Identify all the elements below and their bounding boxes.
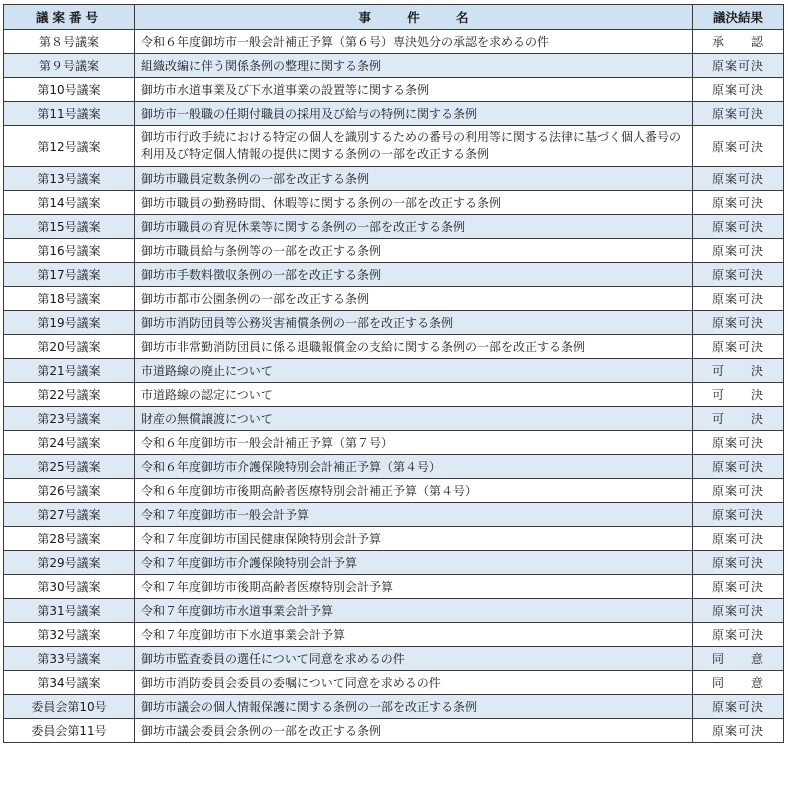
case-name-cell: 御坊市非常勤消防団員に係る退職報償金の支給に関する条例の一部を改正する条例 xyxy=(135,335,693,359)
header-bill-number: 議案番号 xyxy=(4,5,135,30)
case-name-cell: 令和６年度御坊市介護保険特別会計補正予算（第４号） xyxy=(135,455,693,479)
case-name-cell: 令和７年度御坊市国民健康保険特別会計予算 xyxy=(135,527,693,551)
table-row xyxy=(4,383,784,407)
resolution-cell: 原案可決 xyxy=(693,623,784,647)
resolution-cell: 原案可決 xyxy=(693,503,784,527)
bill-number-cell: 第24号議案 xyxy=(4,431,135,455)
table-row xyxy=(4,78,784,102)
resolution-label: 同 意 xyxy=(712,652,764,666)
resolution-cell xyxy=(693,647,784,671)
table-row xyxy=(4,239,784,263)
bill-number-cell: 第33号議案 xyxy=(4,647,135,671)
case-name-cell: 令和７年度御坊市介護保険特別会計予算 xyxy=(135,551,693,575)
bill-number-cell: 第８号議案 xyxy=(4,30,135,54)
bill-number-cell: 第29号議案 xyxy=(4,551,135,575)
bill-number-cell: 第34号議案 xyxy=(4,671,135,695)
case-name-cell: 御坊市行政手続における特定の個人を識別するための番号の利用等に関する法律に基づく個人番号の利用及び特定個人情報の提供に関する条例の一部を改正する条例 xyxy=(135,126,693,167)
resolution-cell xyxy=(693,359,784,383)
resolution-cell: 原案可決 xyxy=(693,191,784,215)
resolution-label: 可 決 xyxy=(712,364,764,378)
table-row xyxy=(4,527,784,551)
case-name-cell: 市道路線の廃止について xyxy=(135,359,693,383)
bill-number-cell: 第22号議案 xyxy=(4,383,135,407)
resolution-cell: 原案可決 xyxy=(693,455,784,479)
case-name-cell: 令和７年度御坊市水道事業会計予算 xyxy=(135,599,693,623)
table-row xyxy=(4,623,784,647)
case-name-cell: 御坊市手数料徴収条例の一部を改正する条例 xyxy=(135,263,693,287)
table-row xyxy=(4,575,784,599)
table-row xyxy=(4,695,784,719)
bills-table xyxy=(3,4,784,743)
resolution-cell: 原案可決 xyxy=(693,167,784,191)
bill-number-cell: 第27号議案 xyxy=(4,503,135,527)
bill-number-cell: 第25号議案 xyxy=(4,455,135,479)
case-name-cell: 令和７年度御坊市後期高齢者医療特別会計予算 xyxy=(135,575,693,599)
bill-number-cell: 委員会第11号 xyxy=(4,719,135,743)
resolution-cell: 原案可決 xyxy=(693,215,784,239)
resolution-cell: 原案可決 xyxy=(693,126,784,167)
table-row xyxy=(4,455,784,479)
table-row xyxy=(4,407,784,431)
bill-number-cell: 第18号議案 xyxy=(4,287,135,311)
bill-number-cell: 第20号議案 xyxy=(4,335,135,359)
resolution-cell: 原案可決 xyxy=(693,78,784,102)
case-name-cell: 御坊市都市公園条例の一部を改正する条例 xyxy=(135,287,693,311)
case-name-cell: 令和７年度御坊市一般会計予算 xyxy=(135,503,693,527)
table-row xyxy=(4,503,784,527)
resolution-cell: 原案可決 xyxy=(693,719,784,743)
table-row xyxy=(4,671,784,695)
header-row xyxy=(4,5,784,30)
case-name-cell: 御坊市一般職の任期付職員の採用及び給与の特例に関する条例 xyxy=(135,102,693,126)
resolution-cell: 原案可決 xyxy=(693,287,784,311)
table-row xyxy=(4,479,784,503)
table-row xyxy=(4,287,784,311)
table-row xyxy=(4,102,784,126)
table-row xyxy=(4,551,784,575)
resolution-cell: 原案可決 xyxy=(693,263,784,287)
bill-number-cell: 第９号議案 xyxy=(4,54,135,78)
bill-number-cell: 第11号議案 xyxy=(4,102,135,126)
case-name-cell: 御坊市水道事業及び下水道事業の設置等に関する条例 xyxy=(135,78,693,102)
resolution-cell xyxy=(693,671,784,695)
table-row xyxy=(4,335,784,359)
table-row xyxy=(4,167,784,191)
case-name-cell: 御坊市職員給与条例等の一部を改正する条例 xyxy=(135,239,693,263)
resolution-label: 可 決 xyxy=(712,412,764,426)
case-name-cell: 令和６年度御坊市一般会計補正予算（第７号） xyxy=(135,431,693,455)
case-name-cell: 財産の無償譲渡について xyxy=(135,407,693,431)
resolution-cell: 原案可決 xyxy=(693,54,784,78)
resolution-cell xyxy=(693,30,784,54)
bill-number-cell: 第23号議案 xyxy=(4,407,135,431)
resolution-cell: 原案可決 xyxy=(693,527,784,551)
case-name-cell: 令和６年度御坊市後期高齢者医療特別会計補正予算（第４号） xyxy=(135,479,693,503)
table-row xyxy=(4,263,784,287)
bill-number-cell: 第32号議案 xyxy=(4,623,135,647)
table-row xyxy=(4,599,784,623)
table-body xyxy=(4,30,784,743)
table-row xyxy=(4,311,784,335)
bill-number-cell: 第17号議案 xyxy=(4,263,135,287)
case-name-cell: 令和７年度御坊市下水道事業会計予算 xyxy=(135,623,693,647)
resolution-cell xyxy=(693,383,784,407)
header-resolution: 議決結果 xyxy=(693,5,784,30)
case-name-cell: 御坊市消防委員会委員の委嘱について同意を求めるの件 xyxy=(135,671,693,695)
resolution-label: 同 意 xyxy=(712,676,764,690)
bill-number-cell: 第21号議案 xyxy=(4,359,135,383)
bill-number-cell: 第31号議案 xyxy=(4,599,135,623)
bill-number-cell: 第10号議案 xyxy=(4,78,135,102)
table-row xyxy=(4,431,784,455)
resolution-cell: 原案可決 xyxy=(693,695,784,719)
case-name-cell: 市道路線の認定について xyxy=(135,383,693,407)
resolution-cell: 原案可決 xyxy=(693,599,784,623)
resolution-cell: 原案可決 xyxy=(693,311,784,335)
bill-number-cell: 第26号議案 xyxy=(4,479,135,503)
resolution-cell xyxy=(693,407,784,431)
bill-number-cell: 第15号議案 xyxy=(4,215,135,239)
table-row xyxy=(4,191,784,215)
bill-number-cell: 第12号議案 xyxy=(4,126,135,167)
bill-number-cell: 第19号議案 xyxy=(4,311,135,335)
case-name-cell: 御坊市消防団員等公務災害補償条例の一部を改正する条例 xyxy=(135,311,693,335)
bill-number-cell: 第13号議案 xyxy=(4,167,135,191)
bill-number-cell: 第16号議案 xyxy=(4,239,135,263)
resolution-cell: 原案可決 xyxy=(693,102,784,126)
case-name-cell: 令和６年度御坊市一般会計補正予算（第６号）専決処分の承認を求めるの件 xyxy=(135,30,693,54)
case-name-cell: 御坊市職員の育児休業等に関する条例の一部を改正する条例 xyxy=(135,215,693,239)
resolution-cell: 原案可決 xyxy=(693,575,784,599)
case-name-cell: 御坊市議会委員会条例の一部を改正する条例 xyxy=(135,719,693,743)
resolution-label: 可 決 xyxy=(712,388,764,402)
resolution-label: 承 認 xyxy=(712,35,764,49)
header-case-name xyxy=(135,5,693,30)
resolution-cell: 原案可決 xyxy=(693,551,784,575)
resolution-cell: 原案可決 xyxy=(693,239,784,263)
resolution-cell: 原案可決 xyxy=(693,431,784,455)
table-row xyxy=(4,30,784,54)
table-row xyxy=(4,54,784,78)
bill-number-cell: 第28号議案 xyxy=(4,527,135,551)
case-name-cell: 御坊市職員定数条例の一部を改正する条例 xyxy=(135,167,693,191)
header-case-name-label: 事 件 名 xyxy=(358,10,469,25)
bill-number-cell: 第14号議案 xyxy=(4,191,135,215)
table-row xyxy=(4,359,784,383)
case-name-cell: 御坊市監査委員の選任について同意を求めるの件 xyxy=(135,647,693,671)
bill-number-cell: 委員会第10号 xyxy=(4,695,135,719)
table-row xyxy=(4,215,784,239)
resolution-cell: 原案可決 xyxy=(693,335,784,359)
case-name-cell: 御坊市議会の個人情報保護に関する条例の一部を改正する条例 xyxy=(135,695,693,719)
resolution-cell: 原案可決 xyxy=(693,479,784,503)
case-name-cell: 御坊市職員の勤務時間、休暇等に関する条例の一部を改正する条例 xyxy=(135,191,693,215)
bill-number-cell: 第30号議案 xyxy=(4,575,135,599)
case-name-cell: 組織改編に伴う関係条例の整理に関する条例 xyxy=(135,54,693,78)
table-row xyxy=(4,719,784,743)
table-row xyxy=(4,126,784,167)
table-row xyxy=(4,647,784,671)
